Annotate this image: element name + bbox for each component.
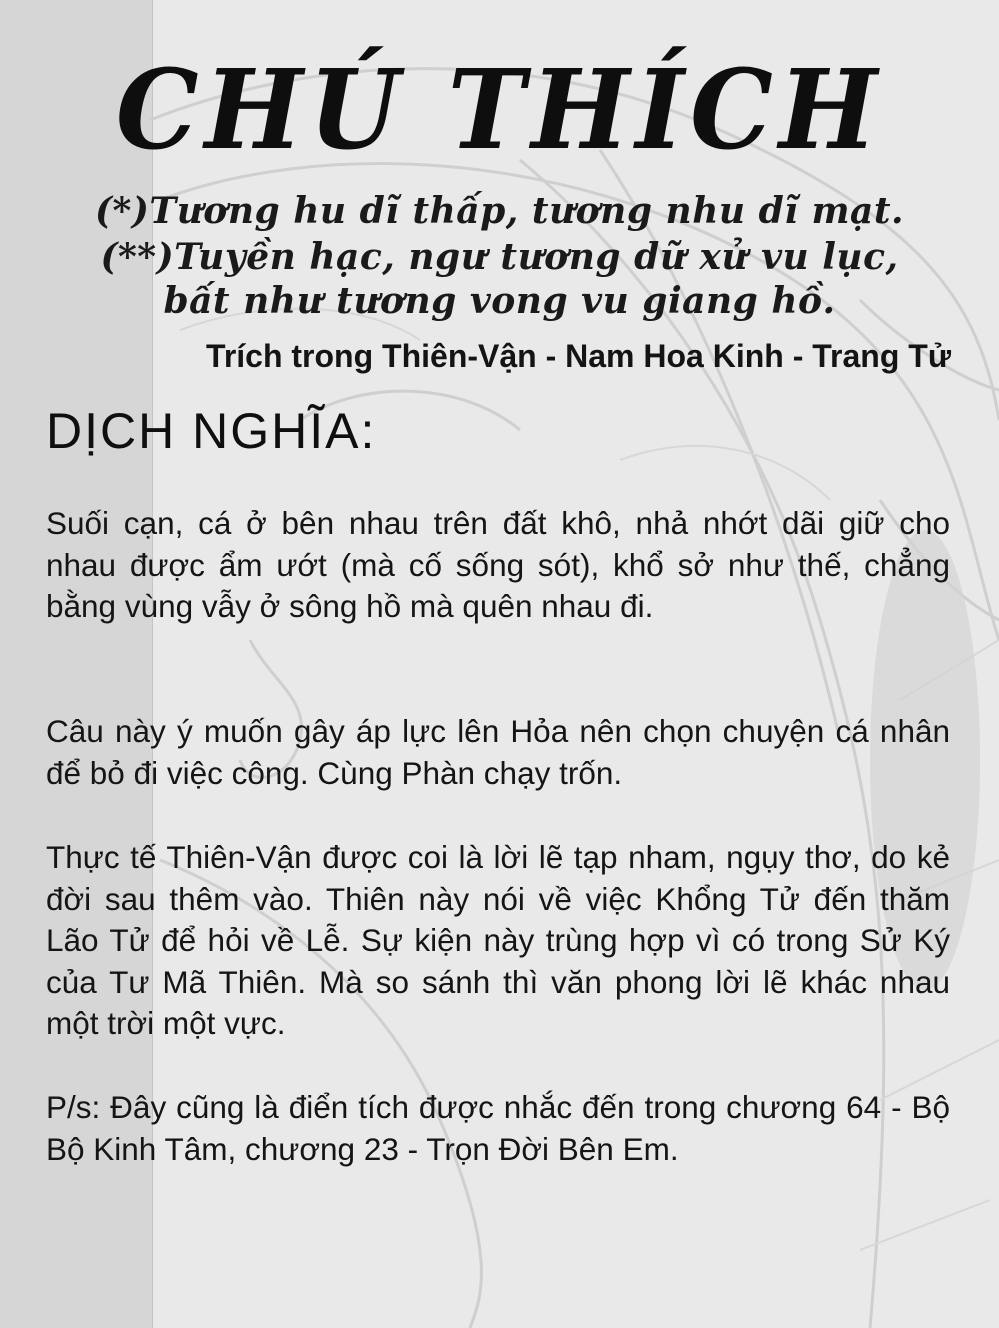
quote-line-2: (**)Tuyền hạc, ngư tương dữ xử vu lục, xyxy=(100,236,899,278)
section-heading: DỊCH NGHĨA: xyxy=(46,403,377,459)
page-title: CHÚ THÍCH xyxy=(115,44,884,175)
source-citation: Trích trong Thiên-Vận - Nam Hoa Kinh - Trang Tử xyxy=(206,338,951,374)
quote-line-3: bất như tương vong vu giang hồ. xyxy=(163,280,836,322)
paragraph-postscript: P/s: Đây cũng là điển tích được nhắc đến trong chương 64 - Bộ Bộ Kinh Tâm, chương 23 - Trọn Đời Bên Em. xyxy=(46,1089,950,1167)
paragraph-translation: Suối cạn, cá ở bên nhau trên đất khô, nhả nhớt dãi giữ cho nhau được ẩm ướt (mà cố sống sót), khổ sở như thế, chẳng bằng vùng vẫy ở sông hồ mà quên nhau đi. xyxy=(46,505,950,624)
paragraph-context: Câu này ý muốn gây áp lực lên Hỏa nên chọn chuyện cá nhân để bỏ đi việc công. Cùng Phàn chạy trốn. xyxy=(46,713,950,791)
paragraph-history: Thực tế Thiên-Vận được coi là lời lẽ tạp nham, ngụy thơ, do kẻ đời sau thêm vào. Thiên này nói về việc Khổng Tử đến thăm Lão Tử để hỏi về Lễ. Sự kiện này trùng hợp vì có trong Sử Ký của Tư Mã Thiên. Mà so sánh thì văn phong lời lẽ khác nhau một trời một vực. xyxy=(46,839,950,1041)
quote-line-1: (*)Tương hu dĩ thấp, tương nhu dĩ mạt. xyxy=(94,190,905,232)
